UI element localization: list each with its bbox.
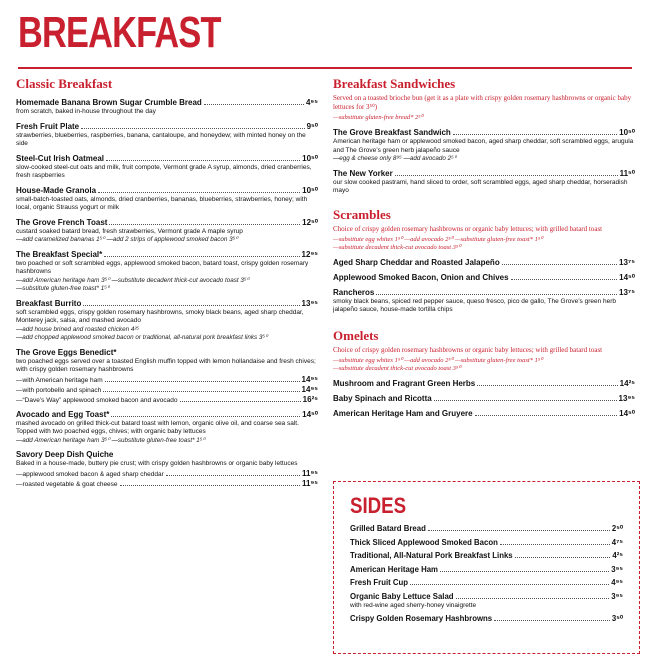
menu-item <box>16 250 318 294</box>
item-name: The Grove Eggs Benedict* <box>16 347 117 357</box>
section-note: Served on a toasted brioche bun (get it as a plate with crispy golden rosemary hashbrowns or organic baby lettuces for 3⁵⁰) <box>333 94 632 111</box>
menu-item <box>333 379 635 389</box>
item-name: Steel-Cut Irish Oatmeal <box>16 153 105 163</box>
item-name: Rancheros <box>333 287 375 297</box>
section-note: Choice of crispy golden rosemary hashbrowns or organic baby lettuces; with grilled batard toast <box>333 345 603 354</box>
item-name: American Heritage Ham <box>350 564 438 574</box>
item-name: The Grove French Toast <box>16 217 108 227</box>
item-name: Savory Deep Dish Quiche <box>16 450 114 459</box>
item-name: Thick Sliced Applewood Smoked Bacon <box>350 537 498 547</box>
item-name: Breakfast Burrito <box>16 298 82 308</box>
right-column <box>333 76 635 424</box>
item-variant <box>16 469 318 479</box>
item-desc: custard soaked batard bread, fresh strawberries, Vermont grade A maple syrup <box>16 227 243 235</box>
item-price: 12⁵⁰ <box>302 217 318 227</box>
section-sub: —substitute decadent thick-cut avocado toast 3⁵⁰ <box>333 364 461 372</box>
item-name: American Heritage Ham and Gruyere <box>333 408 473 418</box>
title-rule <box>18 67 632 69</box>
side-item <box>350 538 623 549</box>
item-variant <box>16 479 318 489</box>
section-title-omelets: Omelets <box>333 327 379 343</box>
variant-label: —roasted vegetable & goat cheese <box>16 480 118 488</box>
item-price: 14⁵⁰ <box>619 408 635 418</box>
item-desc: soft scrambled eggs, crispy golden rosemary hashbrowns, smoky black beans, aged sharp cheddar, Monterey jack, salsa, and mashed avocado <box>16 308 304 324</box>
section-sub: —substitute egg whites 1⁵⁰ —add avocado 2⁵⁰ —substitute gluten-free toast* 1⁵⁰ <box>333 356 543 364</box>
variant-label: —applewood smoked bacon & aged sharp cheddar <box>16 470 164 478</box>
item-price: 13⁹⁵ <box>618 393 635 403</box>
section-sub: —substitute egg whites 1⁵⁰ —add avocado 2⁵⁰ —substitute gluten-free toast* 1⁵⁰ <box>333 235 543 243</box>
side-item <box>350 551 623 562</box>
side-item <box>350 565 623 576</box>
section-title-scrambles: Scrambles <box>333 206 391 222</box>
scrambles-section <box>333 207 635 315</box>
sandwiches-section <box>333 76 635 196</box>
item-desc: slow-cooked steel-cut oats and milk, fruit compote, Vermont grade A syrup, almonds, dried cranberries, fresh raspberries <box>16 163 312 179</box>
item-addon: —substitute gluten-free toast* 1⁵⁰ <box>16 285 110 292</box>
variant-price: 14⁹⁵ <box>301 374 318 384</box>
section-title-sides: SIDES <box>350 493 407 518</box>
item-name: The New Yorker <box>333 168 393 178</box>
variant-price: 11⁹⁵ <box>301 468 318 478</box>
item-addon: —add American heritage ham 3⁵⁰ —substitute gluten-free toast* 1⁵⁰ <box>16 436 205 444</box>
item-price: 13⁷⁵ <box>619 287 635 297</box>
item-desc: small-batch-toasted oats, almonds, dried cranberries, bananas, blueberries, strawberries, honey; with local, organic Strauss yogurt or milk <box>16 195 308 211</box>
item-price: 4⁹⁵ <box>305 98 318 107</box>
side-item <box>350 524 623 535</box>
item-desc: with red-wine aged sherry-honey vinaigrette <box>350 602 477 609</box>
item-price: 3⁹⁵ <box>611 564 623 574</box>
omelets-section <box>333 328 635 419</box>
item-addon: —add house brined and roasted chicken 4²⁵ <box>16 325 140 333</box>
item-price: 4⁹⁵ <box>611 578 623 587</box>
item-name: Traditional, All-Natural Pork Breakfast Links <box>350 551 513 560</box>
item-desc: strawberries, blueberries, raspberries, banana, cantaloupe, and honeydew; with minted honey on the side <box>16 131 306 147</box>
item-price: 14⁵⁰ <box>302 409 318 419</box>
menu-item <box>16 348 318 405</box>
item-variant <box>16 375 318 385</box>
menu-item <box>333 128 635 164</box>
item-desc: our slow cooked pastrami, hand sliced to order, soft scrambled eggs, aged sharp cheddar, horseradish mayo <box>333 178 628 194</box>
side-item <box>350 614 623 625</box>
item-addon: —egg & cheese only 8⁹⁵ —add avocado 2⁵⁰ <box>333 155 457 162</box>
item-price: 3⁹⁵ <box>611 591 623 601</box>
item-price: 13⁹⁵ <box>301 298 318 308</box>
menu-item <box>333 409 635 419</box>
menu-item <box>16 122 318 149</box>
item-name: House-Made Granola <box>16 185 97 195</box>
item-name: The Breakfast Special* <box>16 249 103 259</box>
item-addon: —add American heritage ham 3⁵⁰ —substitute decadent thick-cut avocado toast 3⁵⁰ <box>16 276 250 284</box>
menu-item <box>16 450 318 489</box>
variant-label: —with portobello and spinach <box>16 386 102 394</box>
menu-item <box>333 169 635 196</box>
item-name: Fresh Fruit Plate <box>16 121 80 131</box>
menu-item <box>333 288 635 315</box>
item-name: Mushroom and Fragrant Green Herbs <box>333 378 476 388</box>
item-price: 12⁹⁵ <box>301 249 318 259</box>
menu-item <box>16 410 318 446</box>
item-name: The Grove Breakfast Sandwich <box>333 128 451 137</box>
item-name: Organic Baby Lettuce Salad <box>350 591 454 601</box>
item-price: 4⁷⁵ <box>611 537 623 547</box>
item-name: Avocado and Egg Toast* <box>16 409 110 419</box>
item-desc: two poached eggs served over a toasted English muffin topped with lemon hollandaise and fresh chives; with crispy golden rosemary hashbrowns <box>16 357 316 373</box>
item-price: 3⁵⁰ <box>611 613 623 623</box>
menu-item <box>16 299 318 343</box>
menu-item <box>333 258 635 268</box>
item-price: 4²⁵ <box>612 551 623 560</box>
item-desc: two poached or soft scrambled eggs, applewood smoked bacon, batard toast, crispy golden rosemary hashbrowns <box>16 259 309 275</box>
item-desc: from scratch, baked in-house throughout the day <box>16 108 156 115</box>
classic-breakfast-section <box>16 76 318 494</box>
item-price: 2⁵⁰ <box>611 524 623 533</box>
side-item <box>350 578 623 589</box>
item-desc: Baked in a house-made, buttery pie crust; with crispy golden hashbrowns or organic baby lettuces <box>16 460 298 467</box>
menu-item <box>16 218 318 245</box>
section-sub: —substitute decadent thick-cut avocado toast 3⁵⁰ <box>333 243 461 251</box>
item-desc: American heritage ham or applewood smoked bacon, aged sharp cheddar, soft scrambled eggs, arugula and The Grove’s green herb jalapeño sauce <box>333 138 634 154</box>
variant-label: —“Dave’s Way” applewood smoked bacon and avocado <box>16 396 178 404</box>
menu-item <box>16 186 318 213</box>
item-name: Applewood Smoked Bacon, Onion and Chives <box>333 272 509 282</box>
side-item <box>350 592 623 611</box>
menu-item <box>333 273 635 283</box>
variant-price: 11⁹⁵ <box>301 478 318 488</box>
item-desc: mashed avocado on grilled thick-cut batard toast with lemon, organic olive oil, and coarse sea salt. Topped with two poached eggs, chives; with organic baby lettuces <box>16 419 299 435</box>
variant-price: 16²⁵ <box>302 394 318 404</box>
item-name: Baby Spinach and Ricotta <box>333 393 432 403</box>
item-price: 14²⁵ <box>619 378 635 388</box>
item-price: 10⁵⁰ <box>302 153 318 163</box>
menu-item <box>16 98 318 117</box>
variant-label: —with American heritage ham <box>16 376 103 384</box>
item-addon: —add chopped applewood smoked bacon or traditional, all-natural pork breakfast links 3⁵⁰ <box>16 334 268 341</box>
item-name: Aged Sharp Cheddar and Roasted Jalapeño <box>333 257 500 267</box>
item-variant <box>16 395 318 405</box>
item-price: 9⁵⁰ <box>306 121 318 131</box>
section-title-classic: Classic Breakfast <box>16 76 113 91</box>
item-name: Grilled Batard Bread <box>350 524 426 533</box>
item-price: 13⁷⁵ <box>619 257 635 267</box>
item-name: Fresh Fruit Cup <box>350 578 409 587</box>
item-price: 11⁵⁰ <box>619 168 635 178</box>
page-title: BREAKFAST <box>18 8 221 57</box>
section-sub: —substitute gluten-free bread* 2⁵⁰ <box>333 114 424 121</box>
section-title-sandwiches: Breakfast Sandwiches <box>333 76 456 91</box>
item-variant <box>16 385 318 395</box>
item-price: 10⁵⁰ <box>619 128 635 137</box>
item-name: Crispy Golden Rosemary Hashbrowns <box>350 613 493 623</box>
item-desc: smoky black beans, spiced red pepper sauce, queso fresco, pico de gallo, The Grove’s green herb jalapeño sauce, house-made tortilla chips <box>333 297 617 313</box>
variant-price: 14⁹⁵ <box>301 384 318 394</box>
item-addon: —add caramelized bananas 1⁵⁰ —add 2 strips of applewood smoked bacon 3⁵⁰ <box>16 236 238 243</box>
menu-item <box>333 394 635 404</box>
item-price: 10⁵⁰ <box>302 185 318 195</box>
item-name: Homemade Banana Brown Sugar Crumble Bread <box>16 98 202 107</box>
section-note: Choice of crispy golden rosemary hashbrowns or organic baby lettuces; with grilled batard toast <box>333 224 603 233</box>
sides-section <box>333 481 640 654</box>
item-price: 14⁵⁰ <box>619 272 635 282</box>
menu-item <box>16 154 318 181</box>
